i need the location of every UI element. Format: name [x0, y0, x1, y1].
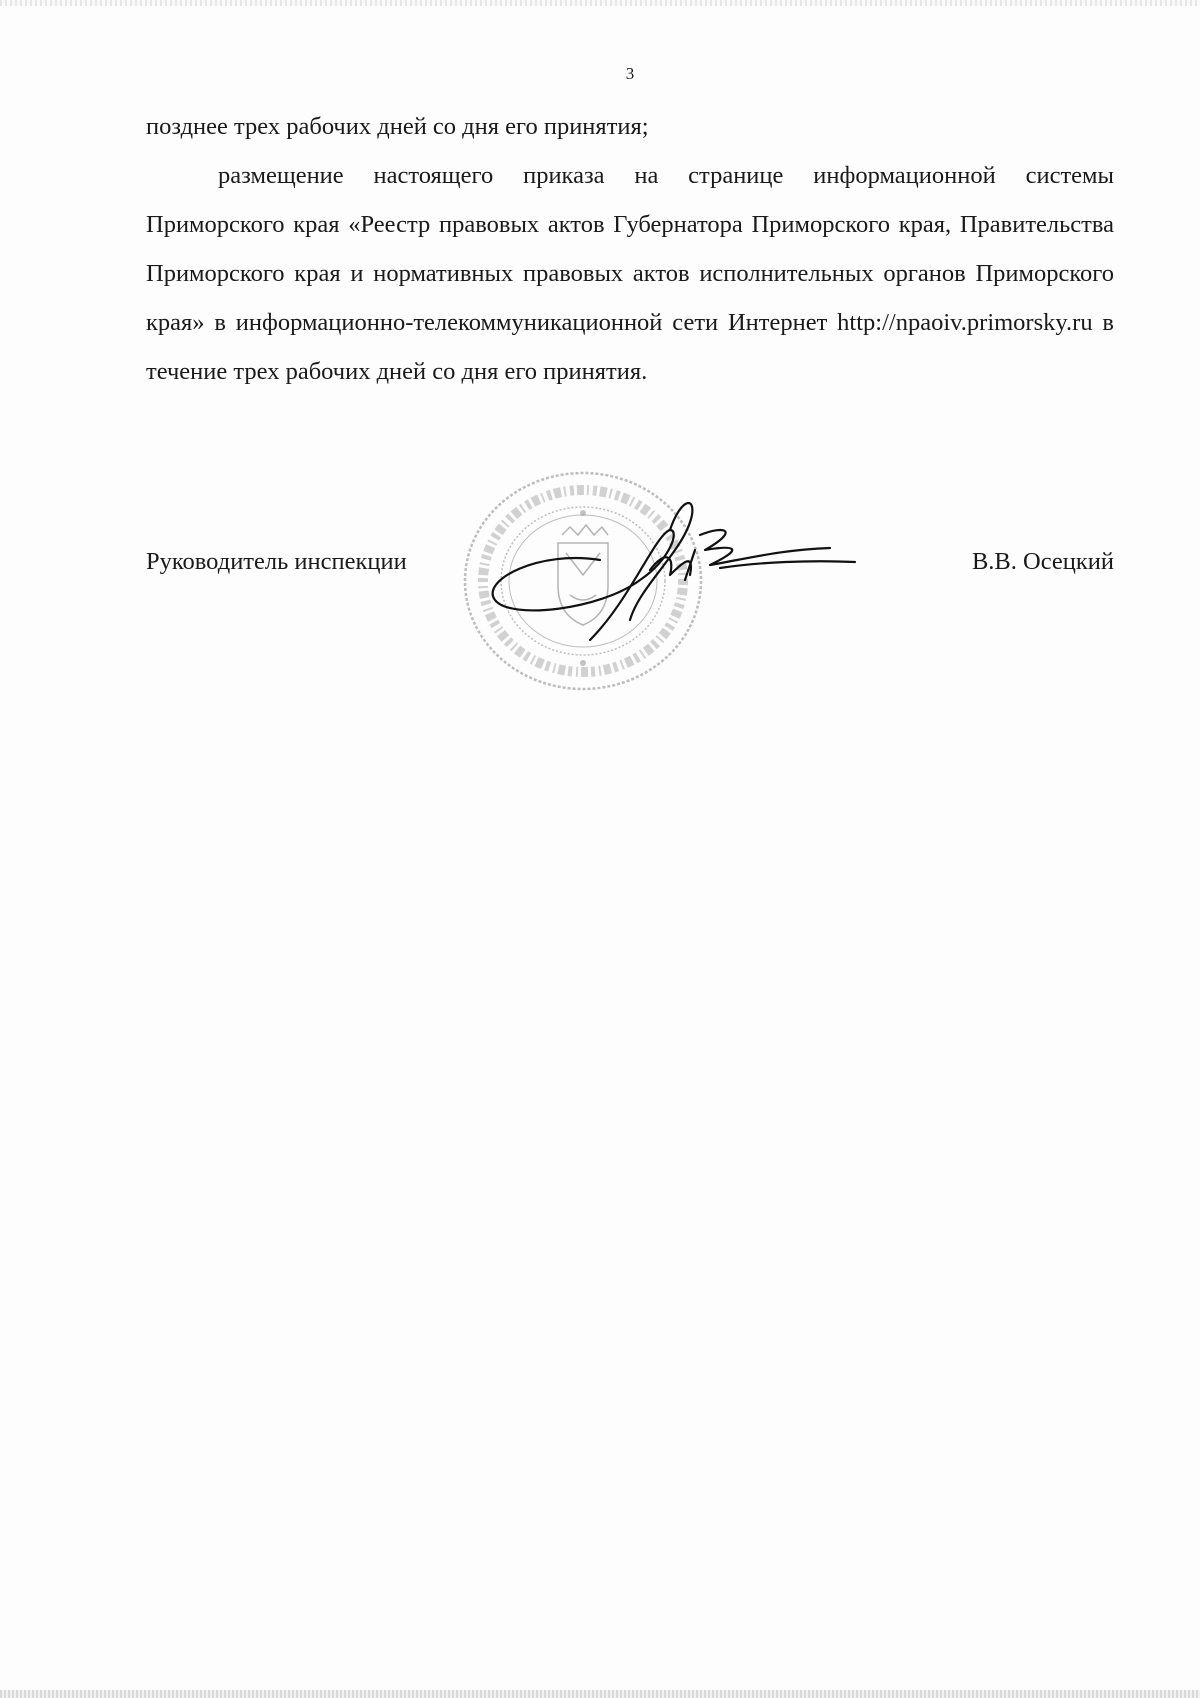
scan-edge-top [0, 0, 1200, 6]
signatory-title: Руководитель инспекции [146, 548, 407, 575]
signatory-name: В.В. Осецкий [971, 548, 1114, 575]
paragraph-publication: размещение настоящего приказа на странице информационной системы Приморского края «Реестр правовых актов Губернатора Приморского края, Правительства Приморского края и нормативных правовых актов исполнительных органов Приморского края» в информационно-телекоммуникационной сети Интернет http://npaoiv.primorsky.ru в течение трех рабочих дней со дня его принятия. [146, 162, 1114, 385]
paragraph-continuation: позднее трех рабочих дней со дня его принятия; [146, 113, 649, 140]
handwritten-signature [480, 490, 860, 660]
scan-edge-bottom [0, 1690, 1200, 1698]
page-number: 3 [625, 64, 635, 83]
